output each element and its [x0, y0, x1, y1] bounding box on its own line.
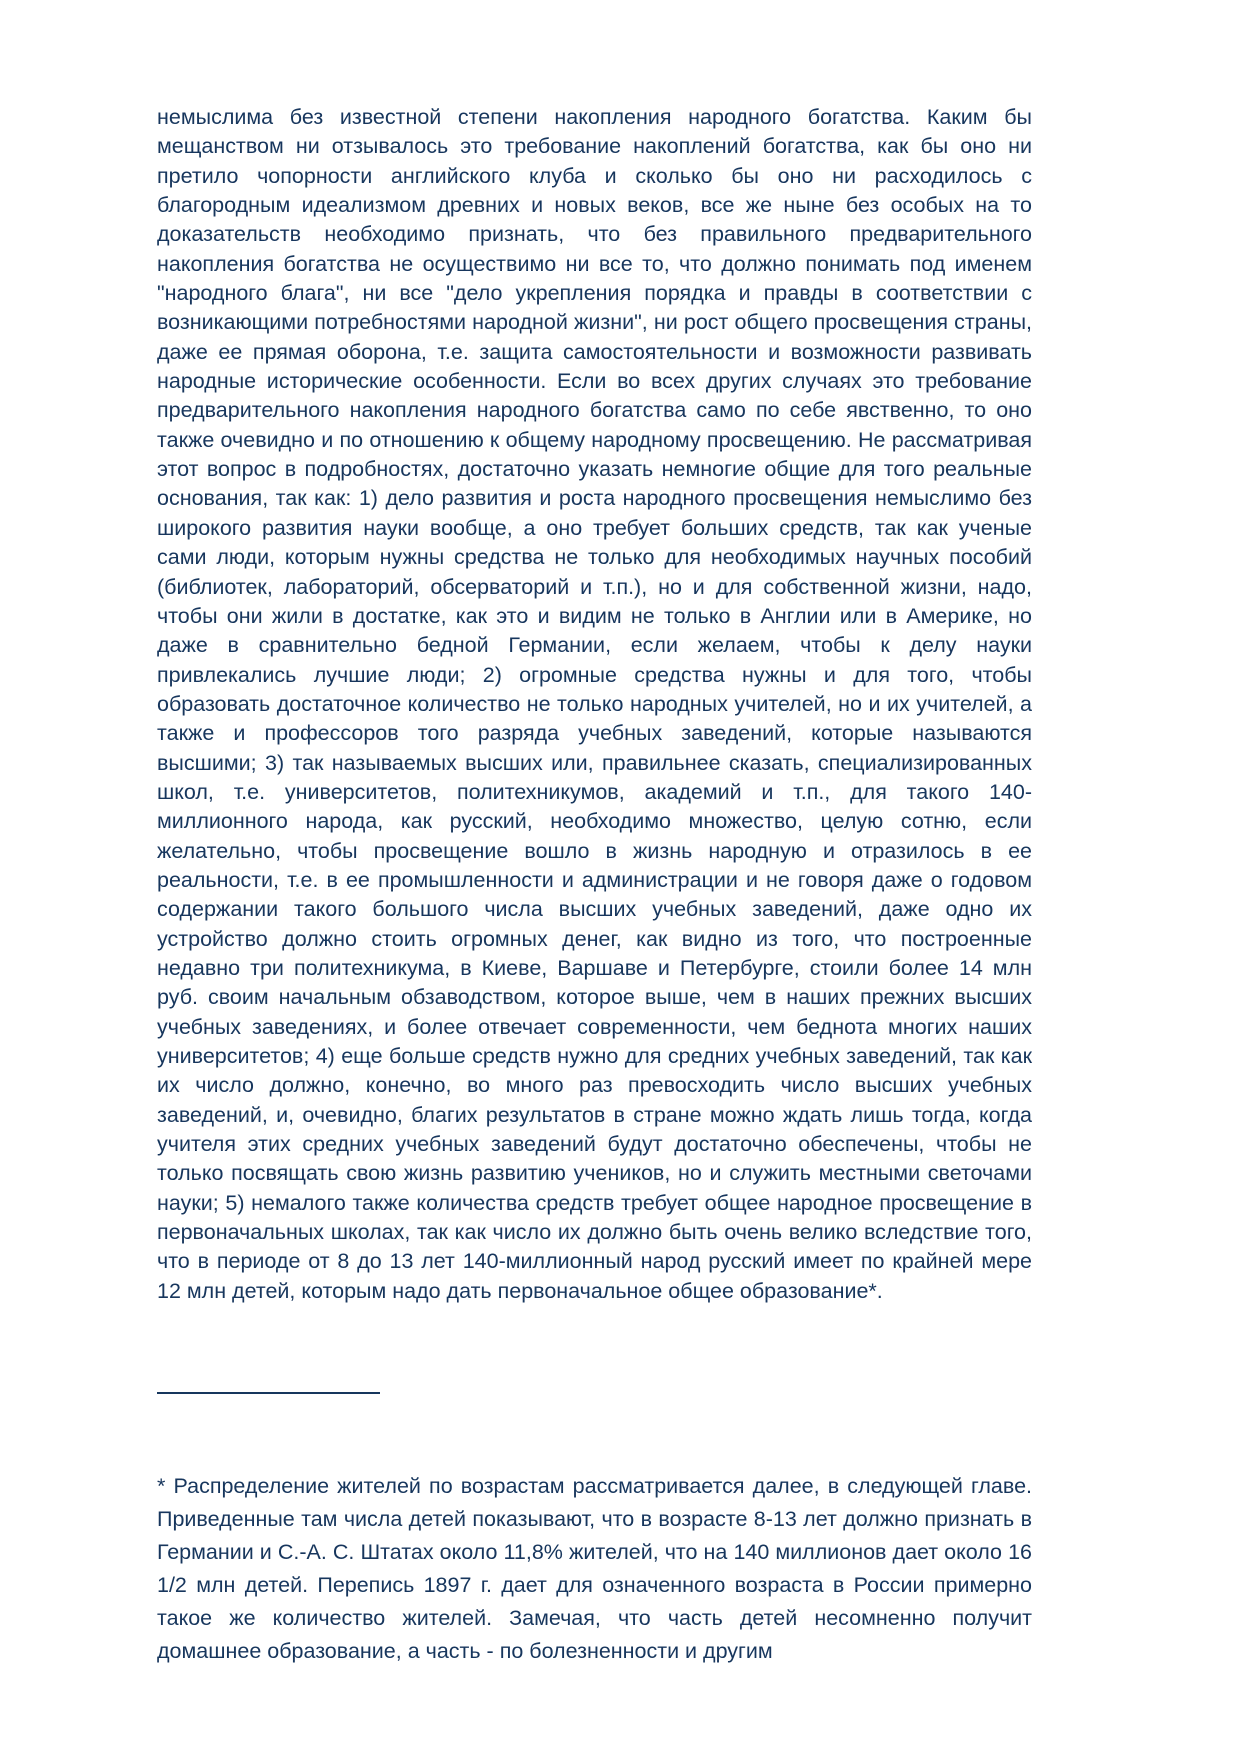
footnote-separator	[157, 1392, 380, 1394]
footnote-paragraph: * Распределение жителей по возрастам рассматривается далее, в следующей главе. Приведенные там числа детей показывают, что в возрасте 8-13 лет должно признать в Германии и С.-А. С. Штатах около 11,8% жителей, что на 140 миллионов дает около 16 1/2 млн детей. Перепись 1897 г. дает для означенного возраста в России примерно такое же количество жителей. Замечая, что часть детей несомненно получит домашнее образование, а часть - по болезненности и другим	[157, 1474, 1032, 1664]
page-content	[157, 103, 1032, 1668]
body-paragraph: немыслима без известной степени накопления народного богатства. Каким бы мещанством ни отзывалось это требование накоплений богатства, как бы оно ни претило чопорности английского клуба и сколько бы оно ни расходилось с благородным идеализмом древних и новых веков, все же ныне без особых на то доказательств необходимо признать, что без правильного предварительного накопления богатства не осуществимо ни все то, что должно понимать под именем "народного блага", ни все "дело укрепления порядка и правды в соответствии с возникающими потребностями народной жизни", ни рост общего просвещения страны, даже ее прямая оборона, т.е. защита самостоятельности и возможности развивать народные исторические особенности. Если во всех других случаях это требование предварительного накопления народного богатства само по себе явственно, то оно также очевидно и по отношению к общему народному просвещению. Не рассматривая этот вопрос в подробностях, достаточно указать немногие общие для того реальные основания, так как: 1) дело развития и роста народного просвещения немыслимо без широкого развития науки вообще, а оно требует больших средств, так как ученые сами люди, которым нужны средства не только для необходимых научных пособий (библиотек, лабораторий, обсерваторий и т.п.), но и для собственной жизни, надо, чтобы они жили в достатке, как это и видим не только в Англии или в Америке, но даже в сравнительно бедной Германии, если желаем, чтобы к делу науки привлекались лучшие люди; 2) огромные средства нужны и для того, чтобы образовать достаточное количество не только народных учителей, но и их учителей, а также и профессоров того разряда учебных заведений, которые называются высшими; 3) так называемых высших или, правильнее сказать, специализированных школ, т.е. университетов, политехникумов, академий и т.п., для такого 140-миллионного народа, как русский, необходимо множество, целую сотню, если желательно, чтобы просвещение вошло в жизнь народную и отразилось в ее реальности, т.е. в ее промышленности и администрации и не говоря даже о годовом содержании такого большого числа высших учебных заведений, даже одно их устройство должно стоить огромных денег, как видно из того, что построенные недавно три политехникума, в Киеве, Варшаве и Петербурге, стоили более 14 млн руб. своим начальным обзаводством, которое выше, чем в наших прежних высших учебных заведениях, и более отвечает современности, чем беднота многих наших университетов; 4) еще больше средств нужно для средних учебных заведений, так как их число должно, конечно, во много раз превосходить число высших учебных заведений, и, очевидно, благих результатов в стране можно ждать лишь тогда, когда учителя этих средних учебных заведений будут достаточно обеспечены, чтобы не только посвящать свою жизнь развитию учеников, но и служить местными светочами науки; 5) немалого также количества средств требует общее народное просвещение в первоначальных школах, так как число их должно быть очень велико вследствие того, что в периоде от 8 до 13 лет 140-миллионный народ русский имеет по крайней мере 12 млн детей, которым надо дать первоначальное общее образование*.	[157, 105, 1032, 1303]
